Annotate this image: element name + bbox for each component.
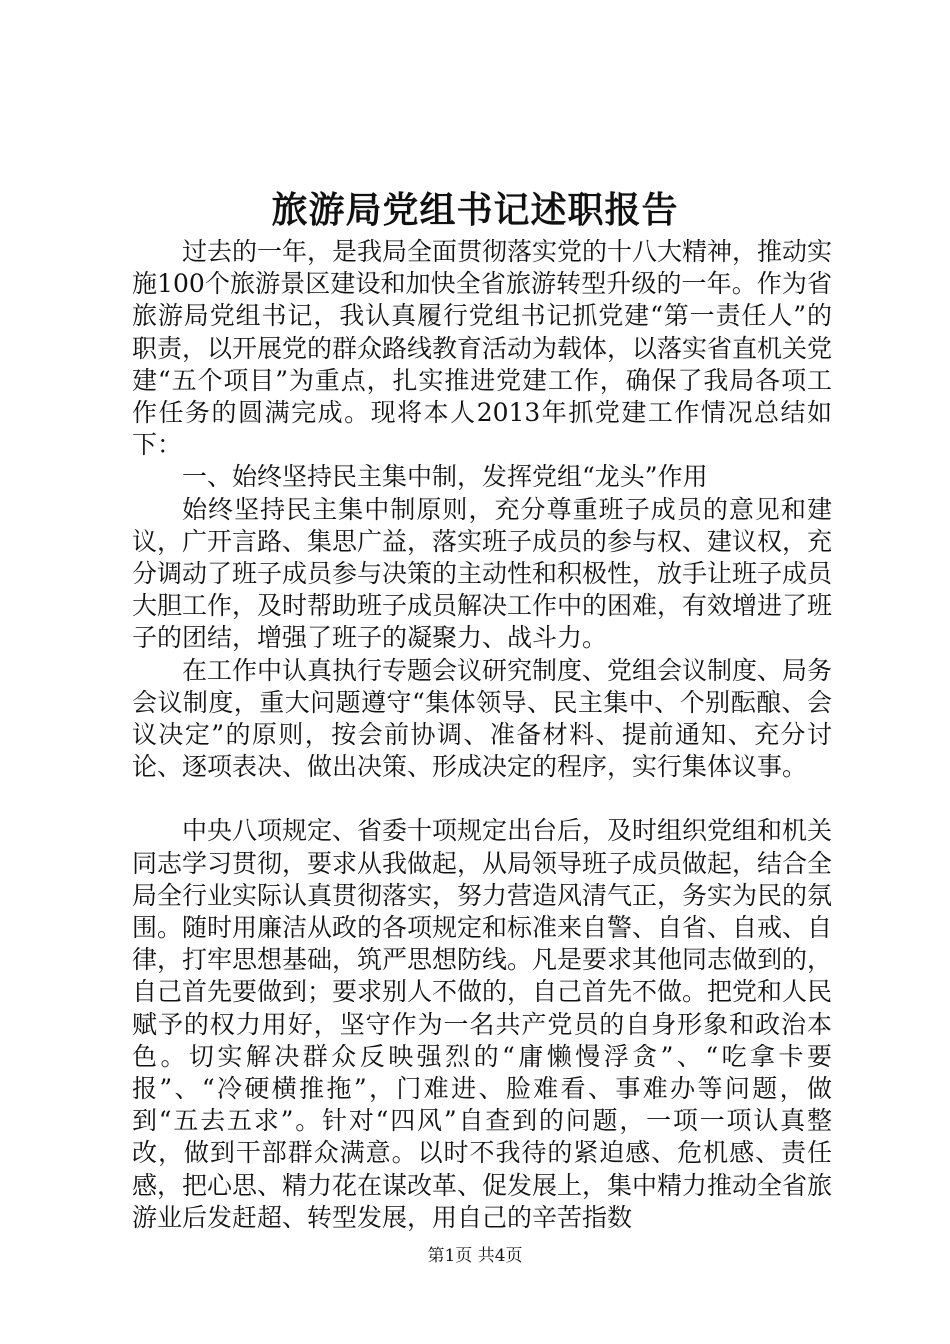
paragraph-intro: 过去的一年，是我局全面贯彻落实党的十八大精神，推动实施100个旅游景区建设和加快全省旅游转型升级的一年。作为省旅游局党组书记，我认真履行党组书记抓党建“第一责任人”的职责，以开展党的群众路线教育活动为载体，以落实省直机关党建“五个项目”为重点，扎实推进党建工作，确保了我局各项工作任务的圆满完成。现将本人2013年抓党建工作情况总结如下：: [132, 237, 833, 460]
section-heading-1: 一、始终坚持民主集中制，发挥党组“龙头”作用: [182, 462, 708, 492]
paragraph-meeting-system: 在工作中认真执行专题会议研究制度、党组会议制度、局务会议制度，重大问题遵守“集体领导、民主集中、个别酝酿、会议决定”的原则，按会前协调、准备材料、提前通知、充分讨论、逐项表决、做出决策、形成决定的程序，实行集体议事。: [132, 655, 833, 782]
document-body: [132, 236, 832, 1234]
document-title: 旅游局党组书记述职报告: [271, 189, 679, 231]
paragraph-eight-rules: 中央八项规定、省委十项规定出台后，及时组织党组和机关同志学习贯彻，要求从我做起，从局领导班子成员做起，结合全局全行业实际认真贯彻落实，努力营造风清气正，务实为民的氛围。随时用廉洁从政的各项规定和标准来自警、自省、自戒、自律，打牢思想基础，筑严思想防线。凡是要求其他同志做到的，自己首先要做到；要求别人不做的，自己首先不做。把党和人民赋予的权力用好，坚守作为一名共产党员的自身形象和政治本色。切实解决群众反映强烈的“庸懒慢浮贪”、“吃拿卡要报”、“冷硬横推拖”，门难进、脸难看、事难办等问题，做到“五去五求”。针对“四风”自查到的问题，一项一项认真整改，做到干部群众满意。以时不我待的紧迫感、危机感、责任感，把心思、精力花在谋改革、促发展上，集中精力推动全省旅游业后发赶超、转型发展，用自己的辛苦指数: [132, 816, 833, 1232]
paragraph-democratic-centralism: 始终坚持民主集中制原则，充分尊重班子成员的意见和建议，广开言路、集思广益，落实班子成员的参与权、建议权，充分调动了班子成员参与决策的主动性和积极性，放手让班子成员大胆工作，及时帮助班子成员解决工作中的困难，有效增进了班子的团结，增强了班子的凝聚力、战斗力。: [132, 494, 833, 653]
page-footer: 第1页 共4页: [427, 1246, 523, 1266]
